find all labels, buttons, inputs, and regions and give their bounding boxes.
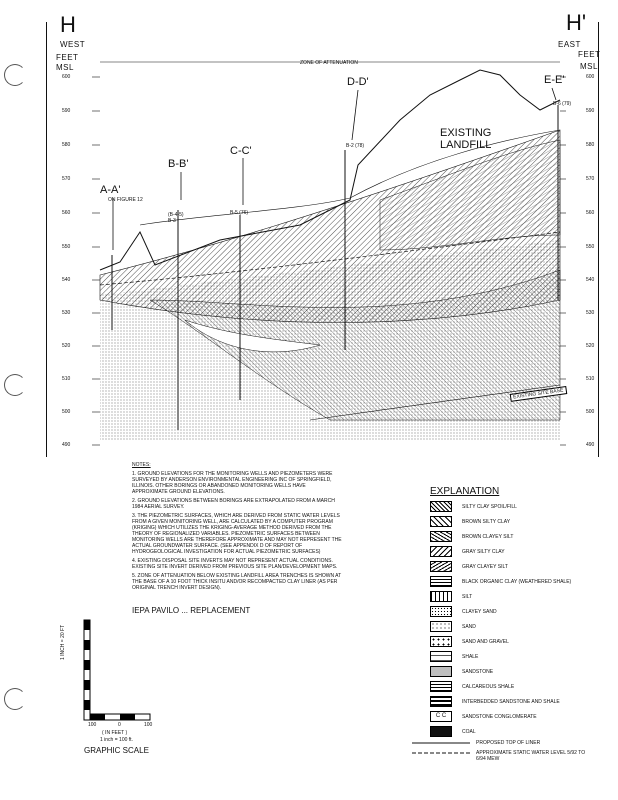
- notes-tail: IEPA PAVILO ... REPLACEMENT: [132, 606, 251, 615]
- scale-title: GRAPHIC SCALE: [84, 746, 149, 755]
- zone-of-attenuation-label: ZONE OF ATTENUATION: [300, 60, 358, 66]
- legend-item: [430, 711, 537, 723]
- legend-label: CALCAREOUS SHALE: [462, 684, 515, 690]
- elev-tick-right: 600: [586, 74, 595, 80]
- legend-swatch: [430, 516, 452, 527]
- legend-label: SILTY CLAY SPOIL/FILL: [462, 504, 517, 510]
- elev-tick-left: 560: [62, 210, 71, 216]
- right-unit-msl: MSL: [580, 62, 598, 71]
- scale-ratio: 1 inch = 100 ft.: [100, 737, 133, 743]
- legend-item: [430, 576, 571, 588]
- boring-label: B-6 (79): [553, 101, 572, 107]
- landfill-label: LANDFILL: [440, 139, 492, 151]
- line-legend-graphic: [412, 738, 472, 760]
- legend-item: [430, 651, 478, 663]
- scale-tick: 0: [118, 722, 121, 728]
- legend-label: SAND AND GRAVEL: [462, 639, 509, 645]
- legend-label: SAND: [462, 624, 476, 630]
- boring-label: B-2 (78): [346, 143, 365, 149]
- right-unit-feet: FEET: [578, 50, 601, 59]
- boring-label: (B-4-5): [168, 212, 184, 218]
- elev-tick-left: 520: [62, 343, 71, 349]
- figure-reference: ON FIGURE 12: [108, 197, 143, 203]
- elev-tick-left: 550: [62, 244, 71, 250]
- boring-label: B-5 (76): [230, 210, 249, 216]
- explanation-title: EXPLANATION: [430, 486, 500, 497]
- note-item: 3. THE PIEZOMETRIC SURFACES, WHICH ARE DERIVED FROM STATIC WATER LEVELS FROM A GIVEN MONITORING WELL, ARE CALCULATED BY A COMPUTER PROGRAM (KRIGING) WHICH UTILIZES THE KRIGING-AVERAGE METHOD DERIVED FROM THE THEORY OF REGIONALIZED VARIABLES. PIEZOMETRIC SURFACES BETWEEN MONITORING WELLS ARE THEREFORE APPROXIMATE AND MAY NOT REPRESENT THE ACTUAL GROUNDWATER SURFACE. (SEE APPENDIX D OF REPORT OF HYDROGEOLOGICAL INVESTIGATION FOR ACTUAL PIEZOMETRIC SURFACES): [132, 513, 342, 555]
- elev-tick-left: 600: [62, 74, 71, 80]
- elev-tick-right: 520: [586, 343, 595, 349]
- legend-label: GRAY SILTY CLAY: [462, 549, 505, 555]
- left-unit-feet: FEET: [56, 53, 79, 62]
- section-marker-a: A-A': [100, 184, 121, 196]
- legend-swatch: [430, 636, 452, 647]
- legend-label: SANDSTONE: [462, 669, 494, 675]
- section-end-label: H': [566, 10, 587, 35]
- left-unit-msl: MSL: [56, 63, 74, 72]
- scale-tick: 100: [144, 722, 153, 728]
- legend-item: [430, 561, 508, 573]
- elev-tick-right: 540: [586, 277, 595, 283]
- legend-swatch: [430, 666, 452, 677]
- elev-tick-left: 490: [62, 442, 71, 448]
- section-marker-d: D-D': [347, 76, 369, 88]
- legend-swatch: [430, 606, 452, 617]
- legend-item: [430, 636, 509, 648]
- line-legend-water: APPROXIMATE STATIC WATER LEVEL 5/92 TO 6/94 MEW: [476, 750, 586, 762]
- section-marker-b: B-B': [168, 158, 189, 170]
- elev-tick-left: 570: [62, 176, 71, 182]
- legend-label: BLACK ORGANIC CLAY (WEATHERED SHALE): [462, 579, 572, 585]
- elev-tick-right: 510: [586, 376, 595, 382]
- legend-label: BROWN SILTY CLAY: [462, 519, 511, 525]
- scale-vertical-label: 1 INCH = 20 FT: [60, 624, 66, 660]
- note-item: 2. GROUND ELEVATIONS BETWEEN BORINGS ARE EXTRAPOLATED FROM A MARCH 1984 AERIAL SURVEY.: [132, 498, 335, 510]
- note-item: 1. GROUND ELEVATIONS FOR THE MONITORING WELLS AND PIEZOMETERS WERE SURVEYED BY ANDERSON ENVIRONMENTAL ENGINEERING INC OF SPRINGFIELD, ILLINOIS. OTHER BORINGS OR ABANDONED MONITORING WELLS HAVE APPROXIMATE GROUND ELEVATIONS.: [132, 471, 333, 495]
- legend-item: [430, 696, 560, 708]
- legend-label: BROWN CLAYEY SILT: [462, 534, 514, 540]
- elev-tick-left: 510: [62, 376, 71, 382]
- legend-swatch: [430, 651, 452, 662]
- elev-tick-right: 570: [586, 176, 595, 182]
- notes-block: [132, 462, 342, 594]
- legend-item: [430, 501, 517, 513]
- scale-tick: 100: [88, 722, 97, 728]
- legend-label: CLAYEY SAND: [462, 609, 497, 615]
- line-legend-liner: PROPOSED TOP OF LINER: [476, 740, 541, 746]
- section-start-label: H: [60, 12, 76, 37]
- note-item: 5. ZONE OF ATTENUATION BELOW EXISTING LANDFILL AREA TRENCHES IS SHOWN AT THE BASE OF A 10 FOOT THICK INSITU AND/OR RECOMPACTED CLAY LINER (AS PER ORIGINAL TRENCH INVERT DESIGN).: [132, 573, 342, 591]
- legend-swatch: C C: [430, 711, 452, 722]
- legend-swatch: [430, 531, 452, 542]
- elev-tick-right: 580: [586, 142, 595, 148]
- scale-units: ( IN FEET ): [102, 730, 128, 736]
- legend-swatch: [430, 561, 452, 572]
- elev-tick-left: 590: [62, 108, 71, 114]
- legend-item: [430, 591, 472, 603]
- legend-label: COAL: [462, 729, 476, 735]
- existing-site-base-label: EXISTING SITE BASE: [510, 386, 567, 402]
- existing-label: EXISTING: [440, 127, 492, 139]
- section-marker-e: E-E': [544, 74, 565, 86]
- legend-label: SILT: [462, 594, 473, 600]
- legend-swatch: [430, 726, 452, 737]
- legend-item: [430, 681, 514, 693]
- elev-tick-right: 530: [586, 310, 595, 316]
- elev-tick-right: 490: [586, 442, 595, 448]
- legend-label: SANDSTONE CONGLOMERATE: [462, 714, 537, 720]
- elev-tick-right: 550: [586, 244, 595, 250]
- legend-item: [430, 531, 513, 543]
- legend-swatch: [430, 621, 452, 632]
- legend-swatch: [430, 591, 452, 602]
- elev-tick-left: 580: [62, 142, 71, 148]
- east-label: EAST: [558, 40, 581, 49]
- legend-swatch: [430, 546, 452, 557]
- west-label: WEST: [60, 40, 86, 49]
- graphic-scale: [60, 618, 160, 738]
- notes-title: NOTES:: [132, 462, 151, 468]
- legend-label: INTERBEDDED SANDSTONE AND SHALE: [462, 699, 560, 705]
- elev-tick-right: 500: [586, 409, 595, 415]
- legend-label: GRAY CLAYEY SILT: [462, 564, 508, 570]
- elev-tick-left: 540: [62, 277, 71, 283]
- legend-swatch: [430, 576, 452, 587]
- binder-hole: [4, 688, 26, 710]
- boring-label: B-3: [168, 218, 176, 224]
- section-marker-c: C-C': [230, 145, 252, 157]
- elev-tick-right: 560: [586, 210, 595, 216]
- legend-item: [430, 726, 476, 738]
- elev-tick-left: 530: [62, 310, 71, 316]
- legend-swatch: [430, 501, 452, 512]
- legend-item: [430, 516, 510, 528]
- legend-swatch: [430, 681, 452, 692]
- elev-tick-left: 500: [62, 409, 71, 415]
- legend-item: [430, 621, 476, 633]
- legend-label: SHALE: [462, 654, 479, 660]
- legend-swatch: [430, 696, 452, 707]
- elev-tick-right: 590: [586, 108, 595, 114]
- legend-item: [430, 606, 497, 618]
- note-item: 4. EXISTING DISPOSAL SITE INVERTS MAY NOT REPRESENT ACTUAL CONDITIONS. EXISTING SITE INVERT DERIVED FROM PREVIOUS SITE PLAN/DEVELOPMENT MAPS.: [132, 558, 338, 570]
- legend-item: [430, 666, 493, 678]
- legend-item: [430, 546, 505, 558]
